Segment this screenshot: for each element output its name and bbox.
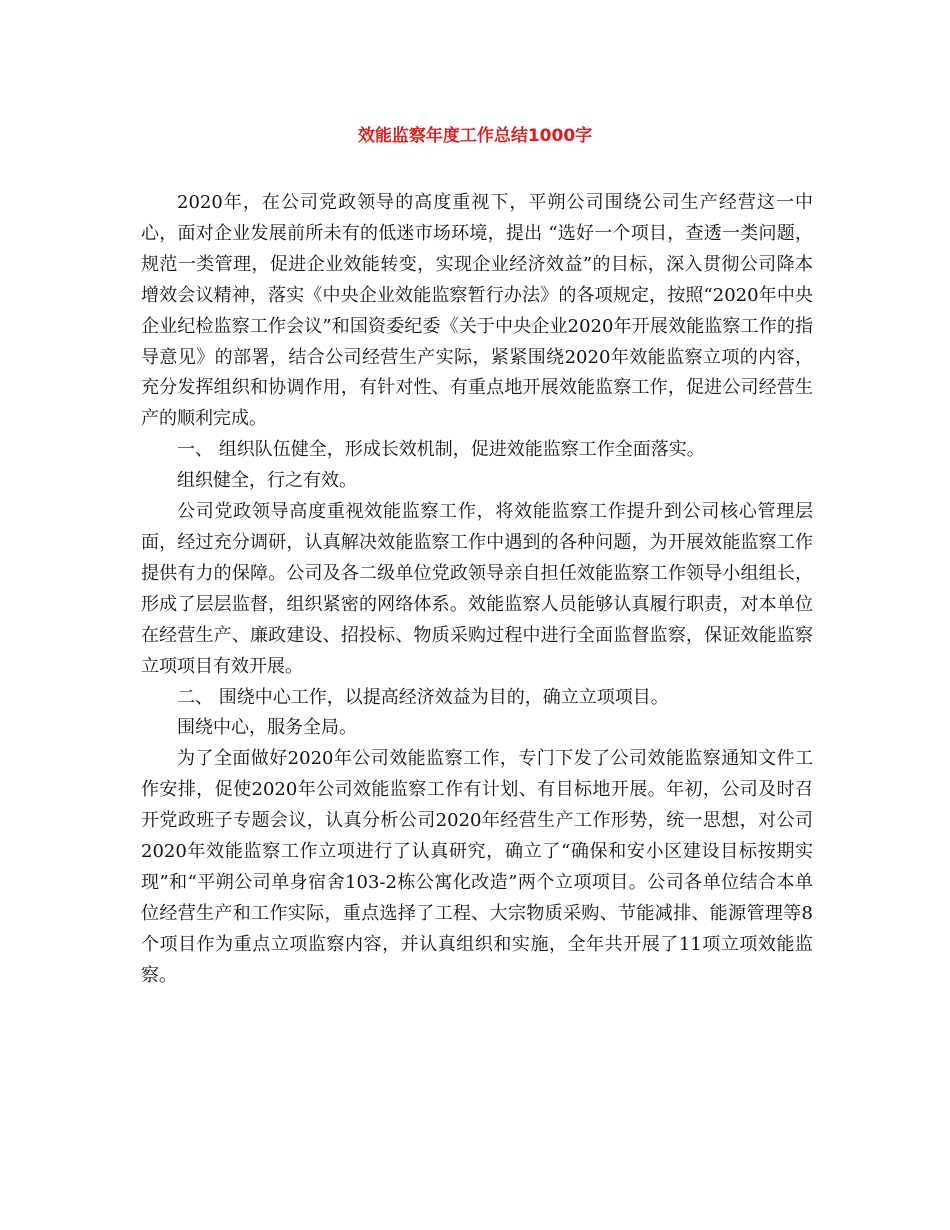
- document-title: 效能监察年度工作总结1000字: [357, 126, 593, 146]
- section-heading-2: 二、 围绕中心工作，以提高经济效益为目的，确立立项项目。: [177, 686, 669, 708]
- section-subheading-1: 组织健全，行之有效。: [177, 470, 357, 492]
- document-body: [141, 188, 813, 992]
- section-subheading-2: 围绕中心，服务全局。: [177, 717, 357, 739]
- paragraph-section-1: 公司党政领导高度重视效能监察工作，将效能监察工作提升到公司核心管理层面，经过充分调研，认真解决效能监察工作中遇到的各种问题，为开展效能监察工作提供有力的保障。公司及各二级单位党政领导亲自担任效能监察工作领导小组组长，形成了层层监督，组织紧密的网络体系。效能监察人员能够认真履行职责，对本单位在经营生产、廉政建设、招投标、物质采购过程中进行全面监督监察，保证效能监察立项项目有效开展。: [141, 501, 813, 677]
- paragraph-intro: 2020年，在公司党政领导的高度重视下，平朔公司围绕公司生产经营这一中心，面对企业发展前所未有的低迷市场环境，提出 “选好一个项目，查透一类问题，规范一类管理，促进企业效能转变，实现企业经济效益”的目标，深入贯彻公司降本增效会议精神，落实《中央企业效能监察暂行办法》的各项规定，按照“2020年中央企业纪检监察工作会议”和国资委纪委《关于中央企业2020年开展效能监察工作的指导意见》的部署，结合公司经营生产实际，紧紧围绕2020年效能监察立项的内容，充分发挥组织和协调作用，有针对性、有重点地开展效能监察工作，促进公司经营生产的顺利完成。: [141, 192, 813, 430]
- paragraph-section-2: 为了全面做好2020年公司效能监察工作，专门下发了公司效能监察通知文件工作安排，促使2020年公司效能监察工作有计划、有目标地开展。年初，公司及时召开党政班子专题会议，认真分析公司2020年经营生产工作形势，统一思想，对公司2020年效能监察工作立项进行了认真研究，确立了“确保和安小区建设目标按期实现”和“平朔公司单身宿舍103-2栋公寓化改造”两个立项项目。公司各单位结合本单位经营生产和工作实际，重点选择了工程、大宗物质采购、节能减排、能源管理等8个项目作为重点立项监察内容，并认真组织和实施，全年共开展了11项立项效能监察。: [141, 748, 813, 986]
- section-heading-1: 一、 组织队伍健全，形成长效机制，促进效能监察工作全面落实。: [177, 439, 705, 461]
